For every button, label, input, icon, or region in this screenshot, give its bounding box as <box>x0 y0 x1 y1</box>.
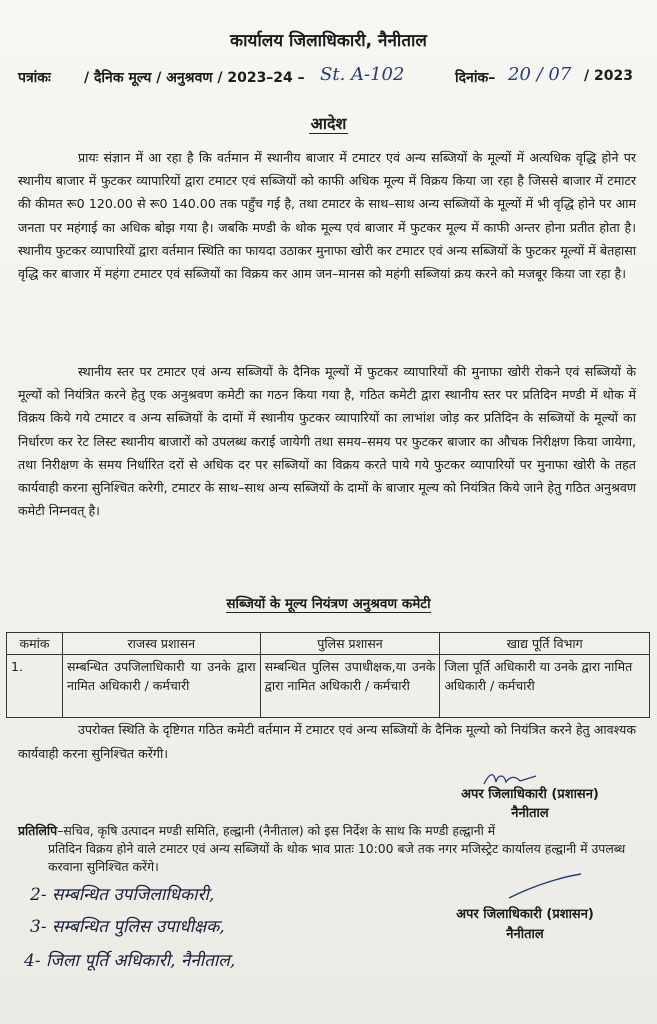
cell-serial: 1. <box>7 655 63 718</box>
copy-label: प्रतिलिपि <box>18 823 58 838</box>
cell-food-supply: जिला पूर्ति अधिकारी या उनके द्वारा नामित अधिकारी / कर्मचारी <box>440 655 650 718</box>
signatory-title-1: अपर जिलाधिकारी (प्रशासन) <box>461 787 599 802</box>
office-title: कार्यालय जिलाधिकारी, नैनीताल <box>230 31 427 51</box>
header-revenue-admin: राजस्व प्रशासन <box>62 633 260 655</box>
order-title: आदेश <box>310 114 347 133</box>
committee-table <box>6 632 650 718</box>
date-handwritten: 20 / 07 <box>508 64 572 85</box>
signatory-place-2: नैनीताल <box>506 927 544 942</box>
cell-revenue-admin: सम्बन्धित उपजिलाधिकारी या उनके द्वारा नामित अधिकारी / कर्मचारी <box>62 655 260 718</box>
handwritten-copy-item-3: 4- जिला पूर्ति अधिकारी, नैनीताल, <box>24 951 236 971</box>
date-label: दिनांक– <box>455 70 496 86</box>
ref-number-handwritten: St. A-102 <box>320 64 405 85</box>
header-food-supply: खाद्य पूर्ति विभाग <box>440 633 650 655</box>
signature-block-2 <box>415 905 635 945</box>
reference-line <box>18 64 638 94</box>
signatory-title-2: अपर जिलाधिकारी (प्रशासन) <box>456 907 594 922</box>
handwritten-copy-item-2: 3- सम्बन्धित पुलिस उपाधीक्षक, <box>30 917 225 937</box>
paragraph-1: प्रायः संज्ञान में आ रहा है कि वर्तमान में स्थानीय बाजार में टमाटर एवं अन्य सब्जियों के मूल्यों में अत्यधिक वृद्धि होने पर स्थानीय बाजार में फुटकर व्यापारियों द्वारा टमाटर एवं सब्जियों को काफी अधिक मूल्य में विक्रय किया जा रहा है जिससे बाजार में टमाटर की कीमत रू0 120.00 से रू0 140.00 तक पहुँच गई है, तथा टमाटर के साथ–साथ अन्य सब्जियों के मूल्यों में भी वृद्धि होने पर आम जनता पर महंगाई का अधिक बोझ गया है। जबकि मण्डी के थोक मूल्य एवं बाजार में फुटकर मूल्य में काफी अन्तर होना प्रतीत होता है। स्थानीय फुटकर व्यापारियों द्वारा वर्तमान स्थिति का फायदा उठाकर मुनाफा खोरी कर टमाटर एवं अन्य सब्जियों के फुटकर मूल्यों में बेतहासा वृद्धि कर बाजार में महंगा टमाटर एवं सब्जियों का विक्रय कर आम जन–मानस को महंगी सब्जियां क्रय करने को मजबूर किया जा रहा है। <box>18 150 636 282</box>
signatory-place-1: नैनीताल <box>511 806 549 821</box>
paragraph-2: स्थानीय स्तर पर टमाटर एवं अन्य सब्जियों के दैनिक मूल्यों में फुटकर व्यापारियों की मुनाफा खोरी रोकने एवं सब्जियों के मूल्यों को नियंत्रित करने हेतु एक अनुश्रवण कमेटी का गठन किया गया है, गठित कमेटी द्वारा स्थानीय स्तर पर प्रतिदिन मण्डी में थोक में विक्रय किये गये टमाटर व अन्य सब्जियों के दामों में स्थानीय फुटकर व्यापारियों का लाभांश जोड़ कर प्रतिदिन के सब्जियों के मूल्यों का निर्धारण कर रेट लिस्ट स्थानीय बाजारों को उपलब्ध कराई जायेगी तथा समय–समय पर फुटकर बाजार का औचक निरीक्षण किया जायेगा, तथा निरीक्षण के समय निर्धारित दरों से अधिक दर पर सब्जियों का विक्रय करते पाये गये फुटकर व्यापारियों पर मुनाफा खोरी के तहत कार्यवाही करना सुनिश्चित करेगी, टमाटर के साथ–साथ अन्य सब्जियों के दामों के बाजार मूल्य को नियंत्रित किये जाने हेतु गठित अनुश्रवण कमेटी निम्नवत् है। <box>18 364 636 519</box>
header-police-admin: पुलिस प्रशासन <box>260 633 440 655</box>
copy-text-rest: प्रतिदिन विक्रय होने वाले टमाटर एवं अन्य सब्जियों के थोक भाव प्रातः 10:00 बजे तक नगर मजिस्ट्रेट कार्यालय हल्द्वानी में उपलब्ध करवाना सुनिश्चित करेंगे। <box>48 841 626 874</box>
table-row <box>7 655 650 718</box>
signature-block-1 <box>430 785 630 823</box>
signature-icon <box>505 872 585 902</box>
header-serial: कमांक <box>7 633 63 655</box>
committee-title: सब्जियों के मूल्य नियंत्रण अनुश्रवण कमेटी <box>226 596 431 612</box>
table-header-row <box>7 633 650 655</box>
cell-police-admin: सम्बन्धित पुलिस उपाधीक्षक,या उनके द्वारा नामित अधिकारी / कर्मचारी <box>260 655 440 718</box>
date-year: / 2023 <box>584 68 633 84</box>
ref-text: / दैनिक मूल्य / अनुश्रवण / 2023–24 – <box>84 70 305 86</box>
ref-label: पत्रांकः <box>18 70 51 86</box>
copy-to-section <box>18 822 636 876</box>
closing-paragraph: उपरोक्त स्थिति के दृष्टिगत गठित कमेटी वर्तमान में टमाटर एवं अन्य सब्जियों के दैनिक मूल्यो को नियंत्रित करने हेतु आवश्यक कार्यवाही करना सुनिश्चित करेंगी। <box>18 722 636 761</box>
handwritten-copy-item-1: 2- सम्बन्धित उपजिलाधिकारी, <box>30 885 215 905</box>
copy-text-line1: –सचिव, कृषि उत्पादन मण्डी समिति, हल्द्वानी (नैनीताल) को इस निर्देश के साथ कि मण्डी हल्द्वानी में <box>57 823 496 838</box>
